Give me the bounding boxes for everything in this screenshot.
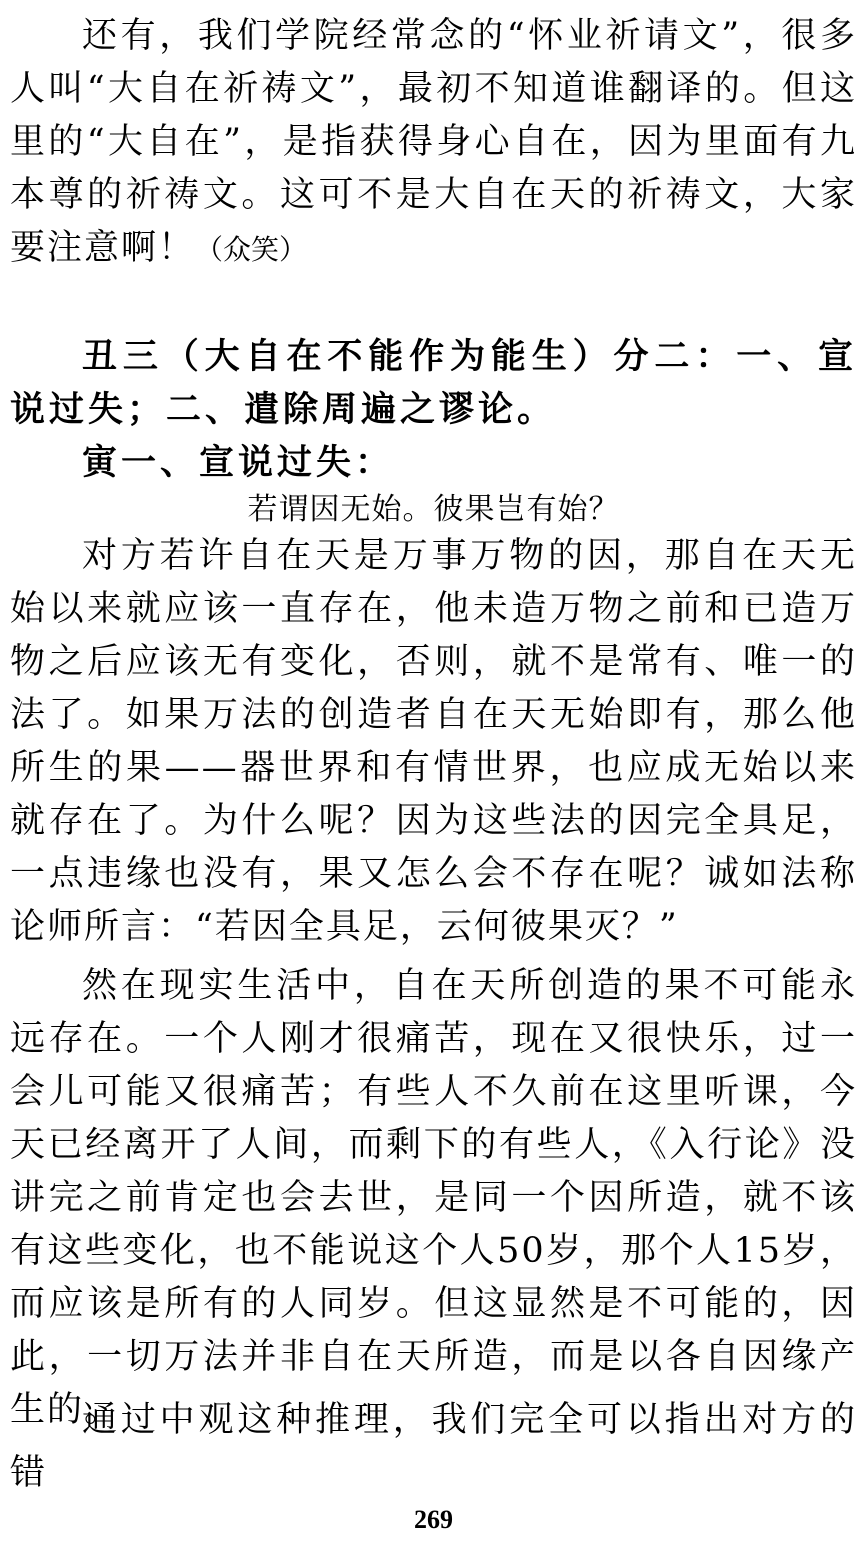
- paragraph-reality: 然在现实生活中，自在天所创造的果不可能永远存在。一个人刚才很痛苦，现在又很快乐，过一会儿可能又很痛苦；有些人不久前在这里听课，今天已经离开了人间，而剩下的有些人，《入行论》没讲完之前肯定也会去世，是同一个因所造，就不该有这些变化，也不能说这个人50岁，那个人15岁，而应该是所有的人同岁。但这显然是不可能的，因此，一切万法并非自在天所造，而是以各自因缘产生的。: [10, 966, 857, 1430]
- root-verse: 若谓因无始。彼果岂有始？: [247, 492, 620, 527]
- paragraph-conclusion: 通过中观这种推理，我们完全可以指出对方的错: [10, 1400, 857, 1493]
- paragraph-intro-text: 还有，我们学院经常念的“怀业祈请文”，很多人叫“大自在祈祷文”，最初不知道谁翻译的。但这里的“大自在”，是指获得身心自在，因为里面有九本尊的祈祷文。这可不是大自在天的祈祷文，大家要注意啊！: [10, 16, 857, 268]
- section-heading-chou3: 丑三（大自在不能作为能生）分二：一、宣说过失；二、遣除周遍之谬论。: [10, 336, 857, 430]
- page-number: 269: [414, 1505, 453, 1534]
- paragraph-argument: 对方若许自在天是万事万物的因，那自在天无始以来就应该一直存在，他未造万物之前和已造万物之后应该无有变化，否则，就不是常有、唯一的法了。如果万法的创造者自在天无始即有，那么他所生的果——器世界和有情世界，也应成无始以来就存在了。为什么呢？因为这些法的因完全具足，一点违缘也没有，果又怎么会不存在呢？诚如法称论师所言：“若因全具足，云何彼果灭？”: [10, 536, 857, 947]
- paragraph-intro: [0, 10, 867, 276]
- audience-laugh-note: （众笑）: [195, 233, 308, 266]
- section-heading-yin1: 寅一、宣说过失：: [82, 442, 395, 483]
